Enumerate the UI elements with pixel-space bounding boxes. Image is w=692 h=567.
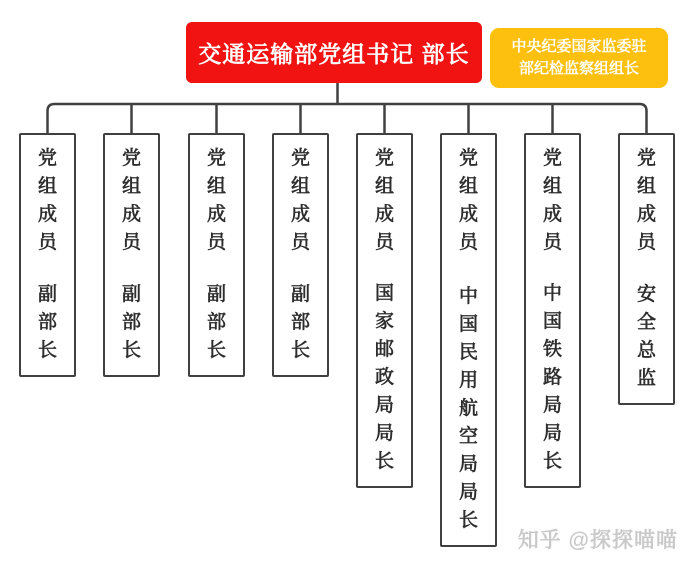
member-role-label: 党组成员 [206, 148, 226, 253]
member-role-label: 党组成员 [458, 148, 478, 253]
member-node-postal-bureau-chief [356, 133, 413, 488]
member-title-label: 副部长 [121, 284, 141, 361]
member-title-label: 副部长 [206, 284, 226, 361]
member-title-label: 副部长 [37, 284, 57, 361]
member-role-label: 党组成员 [290, 148, 310, 253]
member-role-label: 党组成员 [636, 148, 656, 253]
connector-drops [132, 104, 553, 133]
member-node-railway-bureau-chief [524, 133, 581, 488]
member-title-label: 安全总监 [636, 284, 656, 389]
member-title-label: 副部长 [290, 284, 310, 361]
root-node-minister [186, 22, 482, 83]
watermark-text: 知乎 @探探喵喵 [517, 529, 678, 552]
side-node-label-line2: 部纪检监察组组长 [518, 60, 639, 77]
side-node-discipline-inspection [490, 28, 668, 88]
member-node-vice-minister-2 [103, 133, 160, 377]
member-role-label: 党组成员 [37, 148, 57, 253]
side-node-label-line1: 中央纪委国家监委驻 [511, 38, 647, 55]
member-role-label: 党组成员 [542, 148, 562, 253]
member-node-vice-minister-4 [272, 133, 329, 377]
member-node-vice-minister-3 [188, 133, 245, 377]
member-title-label: 国家邮政局局长 [374, 283, 394, 472]
root-node-label: 交通运输部党组书记 部长 [198, 41, 470, 67]
member-node-vice-minister-1 [19, 133, 76, 377]
member-role-label: 党组成员 [121, 148, 141, 253]
connector-rail [48, 104, 647, 133]
member-role-label: 党组成员 [374, 148, 394, 253]
member-node-civil-aviation-chief [440, 133, 497, 547]
member-node-chief-safety-supervisor [618, 133, 675, 405]
member-title-label: 中国铁路局局长 [542, 283, 562, 472]
watermark [518, 524, 678, 554]
member-title-label: 中国民用航空局局长 [458, 286, 478, 531]
